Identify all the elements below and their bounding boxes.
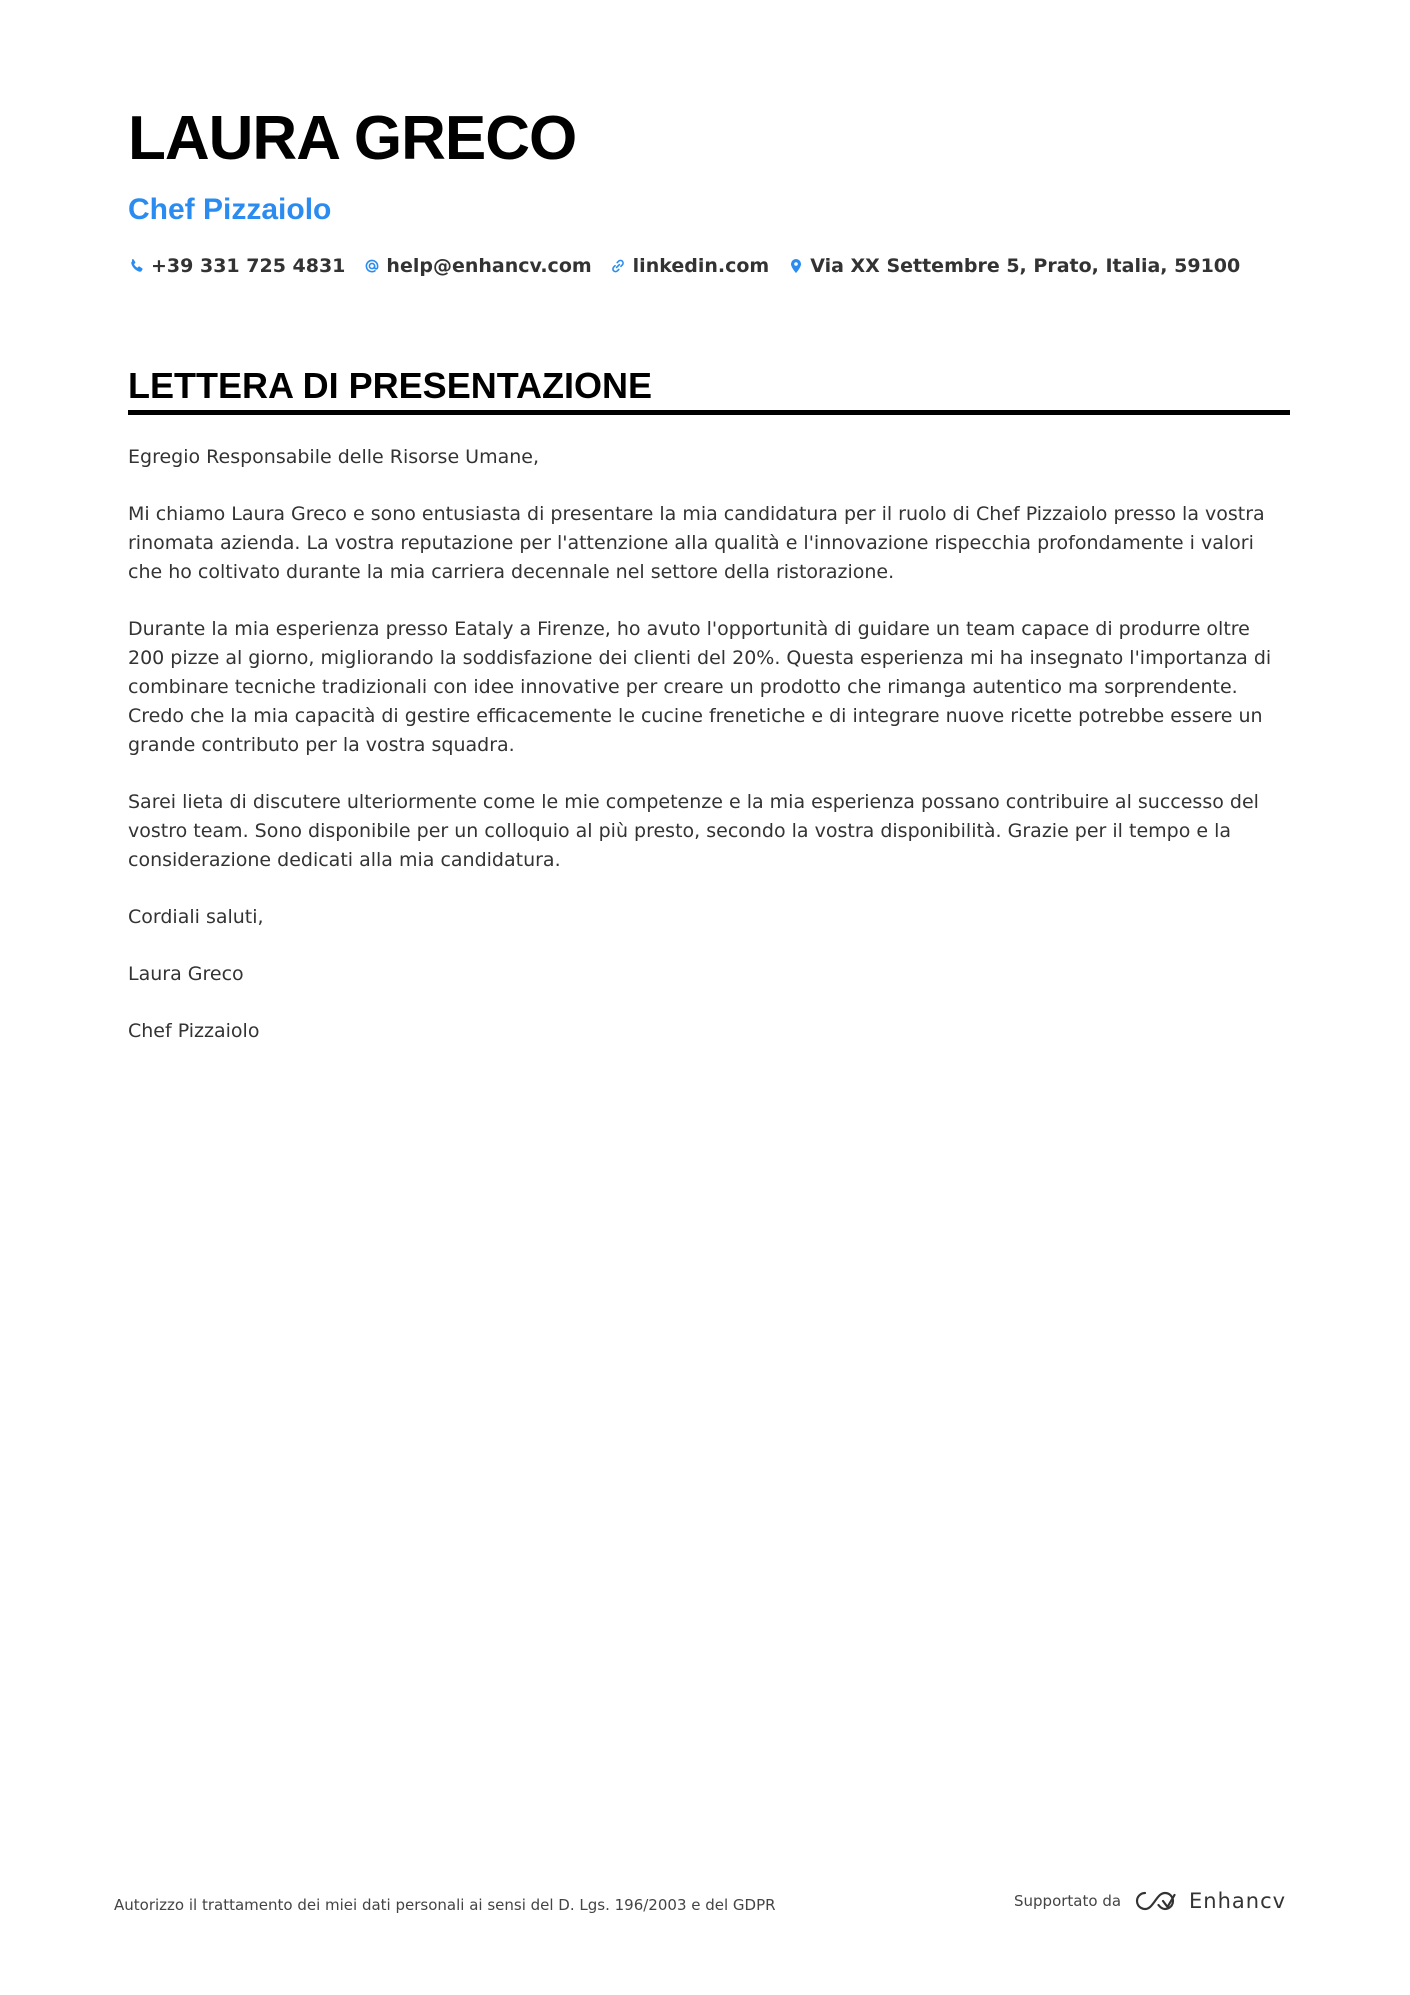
applicant-name: LAURA GRECO bbox=[128, 104, 577, 173]
contact-address-text: Via XX Settembre 5, Prato, Italia, 59100 bbox=[810, 255, 1241, 277]
section-title: LETTERA DI PRESENTAZIONE bbox=[128, 365, 653, 406]
letter-closing: Cordiali saluti, bbox=[128, 906, 264, 928]
at-icon bbox=[363, 258, 380, 275]
contact-linkedin[interactable] bbox=[610, 255, 770, 277]
signature-name: Laura Greco bbox=[128, 963, 244, 985]
contact-address bbox=[787, 255, 1240, 277]
letter-paragraph: Mi chiamo Laura Greco e sono entusiasta di presentare la mia candidatura per il ruolo di Chef Pizzaiolo presso la vostra rinomata azienda. La vostra reputazione per l'attenzione alla qualità e l'innovazione rispecchia profondamente i valori che ho coltivato durante la mia carriera decennale nel settore della ristorazione. bbox=[128, 503, 1265, 583]
contact-email-text: help@enhancv.com bbox=[386, 255, 592, 277]
footer-brand[interactable] bbox=[1014, 1888, 1286, 1914]
contact-linkedin-text: linkedin.com bbox=[632, 255, 770, 277]
location-pin-icon bbox=[787, 258, 804, 275]
brand-name: Enhancv bbox=[1189, 1889, 1287, 1913]
supported-by-label: Supportato da bbox=[1014, 1892, 1122, 1910]
letter-paragraph: Durante la mia esperienza presso Eataly a Firenze, ho avuto l'opportunità di guidare un team capace di produrre oltre 200 pizze al giorno, migliorando la soddisfazione dei clienti del 20%. Questa esperienza mi ha insegnato l'importanza di combinare tecniche tradizionali con idee innovative per creare un prodotto che rimanga autentico ma sorprendente. Credo che la mia capacità di gestire efficacemente le cucine frenetiche e di integrare nuove ricette potrebbe essere un grande contributo per la vostra squadra. bbox=[128, 618, 1272, 756]
enhancv-logo-icon bbox=[1133, 1888, 1179, 1914]
privacy-note: Autorizzo il trattamento dei miei dati personali ai sensi del D. Lgs. 196/2003 e del GDPR bbox=[114, 1896, 776, 1914]
contact-phone-text: +39 331 725 4831 bbox=[151, 255, 346, 277]
contact-phone[interactable] bbox=[128, 255, 345, 277]
letter-paragraph: Sarei lieta di discutere ulteriormente come le mie competenze e la mia esperienza possano contribuire al successo del vostro team. Sono disponibile per un colloquio al più presto, secondo la vostra disponibilità. Grazie per il tempo e la considerazione dedicati alla mia candidatura. bbox=[128, 791, 1259, 871]
applicant-role: Chef Pizzaiolo bbox=[128, 193, 332, 226]
phone-icon bbox=[128, 258, 145, 275]
contact-bar bbox=[128, 255, 1258, 277]
contact-email[interactable] bbox=[363, 255, 591, 277]
signature-role: Chef Pizzaiolo bbox=[128, 1020, 260, 1042]
link-icon bbox=[610, 258, 627, 275]
letter-body bbox=[128, 443, 1290, 1074]
section-divider bbox=[128, 410, 1290, 415]
letter-greeting: Egregio Responsabile delle Risorse Umane, bbox=[128, 446, 540, 468]
